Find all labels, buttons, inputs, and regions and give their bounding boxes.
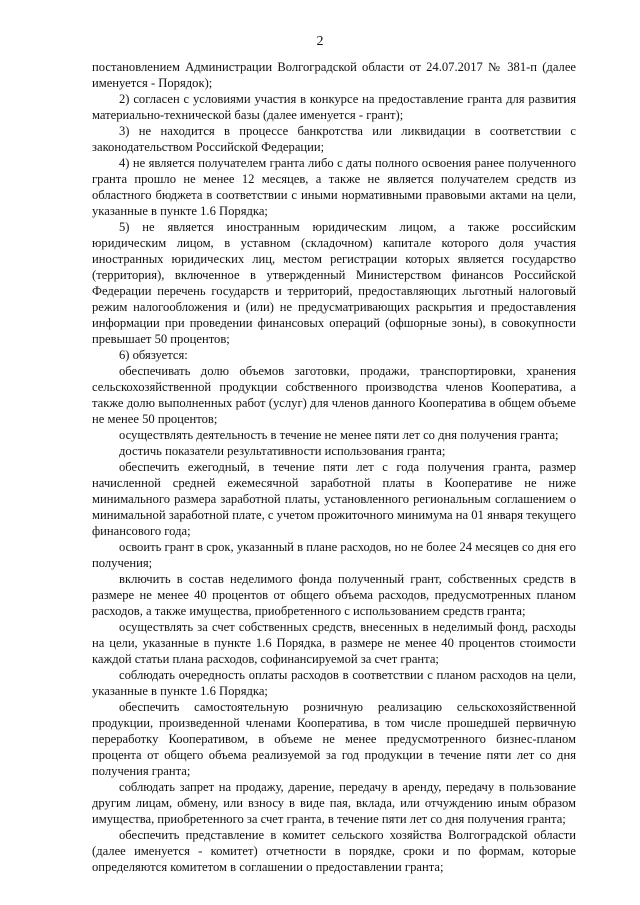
paragraph: соблюдать очередность оплаты расходов в соответствии с планом расходов на цели, указанные в пункте 1.6 Порядка; (92, 668, 576, 698)
paragraph: 6) обязуется: (119, 348, 188, 362)
document-body (92, 59, 576, 875)
paragraph: 5) не является иностранным юридическим лицом, а также российским юридическим лицом, в уставном (складочном) капитале которого доля участия иностранных юридических лиц, местом регистрации которых является государство (территория), включенное в утвержденный Министерством финансов Российской Федерации перечень государств и территорий, предоставляющих льготный налоговый режим налогообложения и (или) не предусматривающих раскрытия и предоставления информации при проведении финансовых операций (офшорные зоны), в совокупности превышает 50 процентов; (92, 220, 576, 346)
paragraph: осуществлять деятельность в течение не менее пяти лет со дня получения гранта; (119, 428, 559, 442)
paragraph: 3) не находится в процессе банкротства или ликвидации в соответствии с законодательством Российской Федерации; (92, 124, 576, 154)
paragraph: 2) согласен с условиями участия в конкурсе на предоставление гранта для развития материально-технической базы (далее именуется - грант); (92, 92, 576, 122)
page-number: 2 (316, 34, 324, 49)
paragraph: осуществлять за счет собственных средств, внесенных в неделимый фонд, расходы на цели, указанные в пункте 1.6 Порядка, в размере не менее 40 процентов стоимости каждой статьи плана расходов, софинансируемой за счет гранта; (92, 620, 576, 666)
paragraph: включить в состав неделимого фонда полученный грант, собственных средств в размере не менее 40 процентов от общего объема расходов, предусмотренных планом расходов, а также имущества, приобретенного с использованием средств гранта; (92, 572, 576, 618)
paragraph: постановлением Администрации Волгоградской области от 24.07.2017 № 381-п (далее именуется - Порядок); (92, 60, 576, 90)
paragraph: освоить грант в срок, указанный в плане расходов, но не более 24 месяцев со дня его получения; (92, 540, 576, 570)
paragraph: 4) не является получателем гранта либо с даты полного освоения ранее полученного гранта прошло не менее 12 месяцев, а также не является получателем средств из областного бюджета в соответствии с иными нормативными правовыми актами на цели, указанные в пункте 1.6 Порядка; (92, 156, 576, 218)
paragraph: соблюдать запрет на продажу, дарение, передачу в аренду, передачу в пользование другим лицам, обмену, или взносу в виде пая, вклада, или отчуждению иным образом имущества, приобретенного за счет гранта, в течение пяти лет со дня получения гранта; (92, 780, 576, 826)
paragraph: обеспечивать долю объемов заготовки, продажи, транспортировки, хранения сельскохозяйственной продукции собственного производства членов Кооператива, а также долю выполненных работ (услуг) для членов данного Кооператива в общем объеме не менее 50 процентов; (92, 364, 576, 426)
paragraph: обеспечить самостоятельную розничную реализацию сельскохозяйственной продукции, произведенной членами Кооператива, в том числе прошедшей первичную переработку Кооперативом, в объеме не менее предусмотренного бизнес-планом процента от общего объема реализуемой за год продукции в течение пяти лет со дня получения гранта; (92, 700, 576, 778)
paragraph: обеспечить представление в комитет сельского хозяйства Волгоградской области (далее именуется - комитет) отчетности в порядке, сроки и по формам, которые определяются комитетом в соглашении о предоставлении гранта; (92, 828, 576, 874)
paragraph: достичь показатели результативности использования гранта; (119, 444, 446, 458)
paragraph: обеспечить ежегодный, в течение пяти лет с года получения гранта, размер начисленной средней ежемесячной заработной платы в Кооперативе не ниже минимального размера заработной платы, установленного региональным соглашением о минимальной заработной плате, с учетом прожиточного минимума на 01 января текущего финансового года; (92, 460, 576, 538)
